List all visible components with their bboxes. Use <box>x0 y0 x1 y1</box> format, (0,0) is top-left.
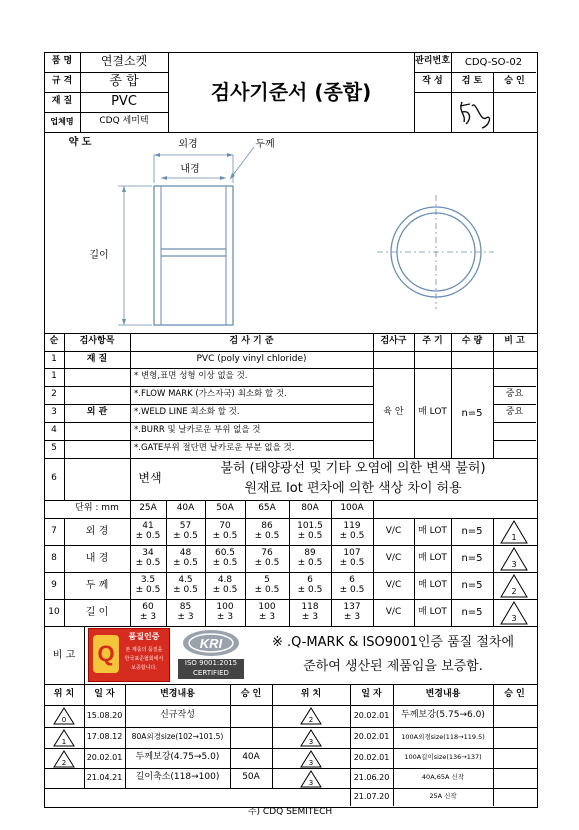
size-100a: 100A <box>340 503 364 514</box>
revision-triangle-icon <box>500 520 528 544</box>
q-mark-line-2: 한국표준협회에서 <box>124 656 164 663</box>
visual-no-1: 1 <box>51 371 57 382</box>
dim-tolerance: ± 0.5 <box>339 584 365 595</box>
dim-tolerance: ± 0.5 <box>135 584 161 595</box>
label-spec: 규 격 <box>51 76 73 87</box>
dim-nominal: 60 <box>142 601 154 612</box>
hist-th-content-l: 변경내용 <box>160 688 195 699</box>
history-date: 17.08.12 <box>86 732 123 742</box>
dim-nominal: 48 <box>179 547 192 558</box>
dim-tolerance: ± 0.5 <box>173 557 198 568</box>
revision-triangle-icon <box>300 770 322 788</box>
dim-tolerance: ± 3 <box>343 611 361 622</box>
dim-row-qty: n=5 <box>461 607 483 618</box>
history-approval <box>230 705 272 727</box>
visual-no-5: 5 <box>51 443 57 454</box>
units-label: 단위 : mm <box>75 503 119 514</box>
dim-nominal: 57 <box>179 520 192 531</box>
dim-tolerance: ± 0.5 <box>254 557 280 568</box>
visual-item: 외 관 <box>86 407 108 418</box>
revision-triangle-icon <box>300 729 322 747</box>
dim-nominal: 3.5 <box>140 574 156 585</box>
dim-cell <box>245 572 289 599</box>
dim-row-cycle: 매 LOT <box>418 525 447 536</box>
reviewer-signature <box>452 92 496 132</box>
inner-diameter-label: 내경 <box>180 163 200 175</box>
footer-company: 주) CDQ SEMITECH <box>247 807 333 818</box>
dim-tolerance: ± 0.5 <box>339 530 365 541</box>
dim-cell <box>130 518 166 545</box>
history-date: 20.02.01 <box>353 752 390 762</box>
dim-nominal: 6 <box>307 574 313 585</box>
dim-nominal: 4.8 <box>217 574 233 585</box>
dim-cell <box>331 545 373 572</box>
history-date: 20.02.01 <box>86 752 123 762</box>
dim-cell <box>331 599 373 626</box>
dim-tolerance: ± 3 <box>139 611 157 622</box>
visual-no-4: 4 <box>51 425 57 436</box>
dim-cell <box>289 545 331 572</box>
revision-mark-number: 3 <box>308 779 314 787</box>
th-method: 검사구 <box>380 336 407 347</box>
dim-cell <box>166 518 205 545</box>
dim-row-cycle: 매 LOT <box>418 579 447 590</box>
history-content: 25A 신작 <box>429 792 457 801</box>
dim-row-item: 길 이 <box>85 607 109 618</box>
history-date: 21.06.20 <box>353 772 390 782</box>
socket-drawing <box>44 133 536 333</box>
dim-row-method: V/C <box>385 552 402 563</box>
remarks-note-1: ※ .Q-MARK & ISO9001인증 품질 절차에 <box>271 634 515 650</box>
dim-tolerance: ± 0.5 <box>254 530 280 541</box>
size-50a: 50A <box>216 503 234 514</box>
row1-criteria: PVC (poly vinyl chloride) <box>196 353 307 364</box>
dim-tolerance: ± 0.5 <box>339 557 365 568</box>
visual-criterion-1: * 변형,표면 성형 이상 없을 것. <box>134 371 248 382</box>
revision-mark-number: 1 <box>61 738 67 746</box>
page-title: 검사기준서 (종합) <box>210 80 372 104</box>
sketch-label: 약 도 <box>68 136 92 148</box>
hist-th-content-r: 변경내용 <box>425 688 461 699</box>
revision-triangle-icon <box>500 601 528 625</box>
iso-certified: CERTIFIED <box>178 669 244 679</box>
dim-nominal: 89 <box>304 547 316 558</box>
mgmt-no-label: 관리번호 <box>415 56 450 67</box>
history-date: 20.02.01 <box>353 732 390 742</box>
history-approval <box>493 788 536 806</box>
hist-th-date-r: 일 자 <box>361 688 382 699</box>
size-65a: 65A <box>258 503 276 514</box>
dim-cell <box>205 545 245 572</box>
history-approval: 50A <box>242 772 260 783</box>
revision-mark-number: 0 <box>61 716 67 724</box>
hist-th-pos-l: 위 치 <box>53 688 75 699</box>
iso-logo <box>176 628 246 680</box>
revision-mark-number: 3 <box>511 560 517 569</box>
dim-tolerance: ± 0.5 <box>212 557 238 568</box>
dim-nominal: 70 <box>219 520 231 531</box>
dim-cell <box>130 599 166 626</box>
dim-cell <box>289 599 331 626</box>
revision-mark-number: 3 <box>511 614 517 623</box>
history-approval: 40A <box>242 752 260 763</box>
visual-note-3: 중요 <box>505 407 524 418</box>
history-content: 100A외경size(118→119.5) <box>401 732 485 741</box>
revision-triangle-icon <box>53 707 75 725</box>
history-content: 80A외경size(102→101.5) <box>131 732 224 742</box>
dim-nominal: 118 <box>301 601 319 612</box>
company-value: CDQ 세미텍 <box>99 116 149 127</box>
dim-cell <box>245 518 289 545</box>
row6-item: 변색 <box>138 471 162 486</box>
dim-tolerance: ± 0.5 <box>212 530 238 541</box>
dim-row-item: 두 께 <box>85 580 109 591</box>
history-date: 15.08.20 <box>86 710 123 720</box>
history-date: 20.02.01 <box>353 710 390 720</box>
outer-diameter-label: 외경 <box>178 138 198 150</box>
history-approval <box>493 705 536 727</box>
revision-triangle-icon <box>500 547 528 571</box>
th-no: 순 <box>49 336 59 347</box>
label-company: 업체명 <box>50 116 74 126</box>
history-content: 40A,65A 신작 <box>421 773 465 782</box>
dim-nominal: 6 <box>349 574 355 585</box>
dim-tolerance: ± 0.5 <box>212 584 238 595</box>
revision-triangle-icon <box>53 729 75 747</box>
dim-row-no: 7 <box>51 525 57 536</box>
kri-text: KRI <box>199 635 223 651</box>
label-product-name: 품 명 <box>51 56 73 67</box>
th-notes: 비 고 <box>504 336 525 347</box>
remarks-note-2: 준하여 생산된 제품임을 보증함. <box>303 658 483 674</box>
dim-nominal: 76 <box>261 547 273 558</box>
visual-no-3: 3 <box>51 407 57 418</box>
iso-standard: ISO 9001:2015 <box>178 659 244 669</box>
dim-row-method: V/C <box>385 579 402 590</box>
q-mark-line-3: 보증합니다. <box>131 665 157 672</box>
visual-qty: n=5 <box>461 407 483 419</box>
dim-tolerance: ± 0.5 <box>173 530 198 541</box>
remarks-label: 비 고 <box>52 649 76 661</box>
th-cycle: 주 기 <box>422 336 443 347</box>
material-value: PVC <box>111 93 137 109</box>
revision-mark-number: 3 <box>308 759 314 767</box>
dim-row-method: V/C <box>385 525 402 536</box>
row1-no: 1 <box>51 353 57 364</box>
dim-tolerance: ± 0.5 <box>297 530 323 541</box>
dim-tolerance: ± 0.5 <box>135 530 161 541</box>
visual-cycle: 매 LOT <box>418 407 447 418</box>
history-content: 두께보강(5.75→6.0) <box>401 710 485 721</box>
history-approval <box>493 727 536 748</box>
dim-tolerance: ± 0.5 <box>254 584 280 595</box>
dim-row-no: 9 <box>51 579 57 590</box>
history-content: 길이축소(118→100) <box>135 772 220 783</box>
visual-criterion-5: *.GATE부위 절단면 날카로운 부분 없을 것. <box>134 443 295 454</box>
approval-author: 작 성 <box>422 76 443 87</box>
th-item: 검사항목 <box>79 336 115 347</box>
history-date: 21.07.20 <box>353 791 390 801</box>
history-date: 21.04.21 <box>86 772 123 782</box>
dim-cell <box>245 599 289 626</box>
history-approval <box>493 748 536 768</box>
revision-mark-number: 1 <box>511 533 517 542</box>
dim-row-no: 8 <box>51 552 57 563</box>
visual-criterion-3: *.WELD LINE 최소화 할 것. <box>134 407 240 418</box>
hist-th-pos-r: 위 치 <box>300 688 322 699</box>
spec-value: 종 합 <box>109 73 139 89</box>
approval-review: 검 토 <box>461 76 483 87</box>
size-25a: 25A <box>139 503 157 514</box>
length-label: 길이 <box>89 249 109 261</box>
hist-th-appr-r: 승 인 <box>504 688 525 699</box>
dim-row-cycle: 매 LOT <box>418 606 447 617</box>
q-mark-title: 품질인증 <box>128 632 160 642</box>
size-40a: 40A <box>176 503 195 514</box>
dim-tolerance: ± 0.5 <box>135 557 161 568</box>
visual-criterion-4: *.BURR 및 날카로운 부위 없을 것 <box>134 425 261 436</box>
dim-cell <box>331 572 373 599</box>
dim-nominal: 4.5 <box>178 574 193 585</box>
revision-triangle-icon <box>300 707 322 725</box>
dim-row-qty: n=5 <box>461 553 483 564</box>
q-mark-line-1: 본 제품의 품질을 <box>125 647 163 654</box>
dim-nominal: 34 <box>142 547 154 558</box>
dim-nominal: 85 <box>179 601 192 612</box>
dim-nominal: 100 <box>258 601 276 612</box>
dim-nominal: 137 <box>343 601 361 612</box>
dim-cell <box>289 572 331 599</box>
dim-cell <box>166 572 205 599</box>
revision-mark-number: 2 <box>511 587 517 596</box>
approval-approve: 승 인 <box>504 76 525 87</box>
dim-row-qty: n=5 <box>461 580 483 591</box>
dim-nominal: 41 <box>142 520 154 531</box>
dim-tolerance: ± 3 <box>301 611 319 622</box>
dim-nominal: 86 <box>261 520 273 531</box>
dim-cell <box>245 545 289 572</box>
th-criteria: 검 사 기 준 <box>229 336 274 347</box>
dim-tolerance: ± 0.5 <box>297 557 323 568</box>
dim-tolerance: ± 0.5 <box>297 584 323 595</box>
dim-cell <box>205 518 245 545</box>
dim-cell <box>331 518 373 545</box>
dim-row-no: 10 <box>48 606 60 617</box>
mgmt-no-value: CDQ-SO-02 <box>464 56 523 68</box>
history-content: 신규작성 <box>160 710 195 721</box>
revision-mark-number: 2 <box>308 716 314 724</box>
revision-mark-number: 3 <box>308 738 314 746</box>
dim-cell <box>130 572 166 599</box>
dim-row-cycle: 매 LOT <box>418 552 447 563</box>
visual-method: 육 안 <box>383 407 404 418</box>
hist-th-appr-l: 승 인 <box>240 688 262 699</box>
visual-no-2: 2 <box>51 389 57 400</box>
row6-no: 6 <box>51 473 57 484</box>
dim-tolerance: ± 0.5 <box>173 584 198 595</box>
history-content: 100A길이size(136→137) <box>404 753 482 762</box>
dim-nominal: 60.5 <box>214 547 236 558</box>
dim-nominal: 107 <box>343 547 361 558</box>
history-approval <box>493 768 536 788</box>
revision-triangle-icon <box>300 750 322 768</box>
dim-tolerance: ± 3 <box>258 611 276 622</box>
dim-cell <box>130 545 166 572</box>
revision-triangle-icon <box>53 750 75 768</box>
hist-th-date-l: 일 자 <box>94 688 115 699</box>
dim-cell <box>166 599 205 626</box>
history-approval <box>230 727 272 748</box>
dim-row-method: V/C <box>385 606 402 617</box>
th-qty: 수 량 <box>461 336 483 347</box>
visual-note-2: 중요 <box>505 389 524 400</box>
revision-mark-number: 2 <box>61 759 67 767</box>
dim-cell <box>205 572 245 599</box>
label-material: 재 질 <box>51 96 73 107</box>
dim-tolerance: ± 3 <box>177 611 194 622</box>
dim-nominal: 119 <box>343 520 361 531</box>
history-content: 두께보강(4.75→5.0) <box>135 752 220 763</box>
thickness-label: 두께 <box>255 138 275 150</box>
revision-triangle-icon <box>500 574 528 598</box>
product-name-value: 연결소켓 <box>100 54 148 69</box>
row6-line2: 원재료 lot 편차에 의한 색상 차이 허용 <box>244 481 462 497</box>
dim-tolerance: ± 3 <box>216 611 234 622</box>
dim-cell <box>205 599 245 626</box>
q-mark-badge <box>88 628 170 682</box>
dim-cell <box>289 518 331 545</box>
dim-row-item: 외 경 <box>85 526 109 537</box>
dim-nominal: 5 <box>264 574 270 585</box>
dim-row-qty: n=5 <box>461 526 483 537</box>
dim-nominal: 101.5 <box>297 520 323 531</box>
row6-line1: 불허 (태양광선 및 기타 오염에 의한 변색 불허) <box>220 461 486 477</box>
dim-cell <box>166 545 205 572</box>
size-80a: 80A <box>301 503 319 514</box>
q-mark-logo: Q <box>93 635 119 673</box>
dim-nominal: 100 <box>216 601 234 612</box>
visual-criterion-2: *.FLOW MARK (가스자국) 최소화 할 것. <box>134 389 287 400</box>
row1-item: 재 질 <box>86 353 108 364</box>
dim-row-item: 내 경 <box>85 553 109 564</box>
